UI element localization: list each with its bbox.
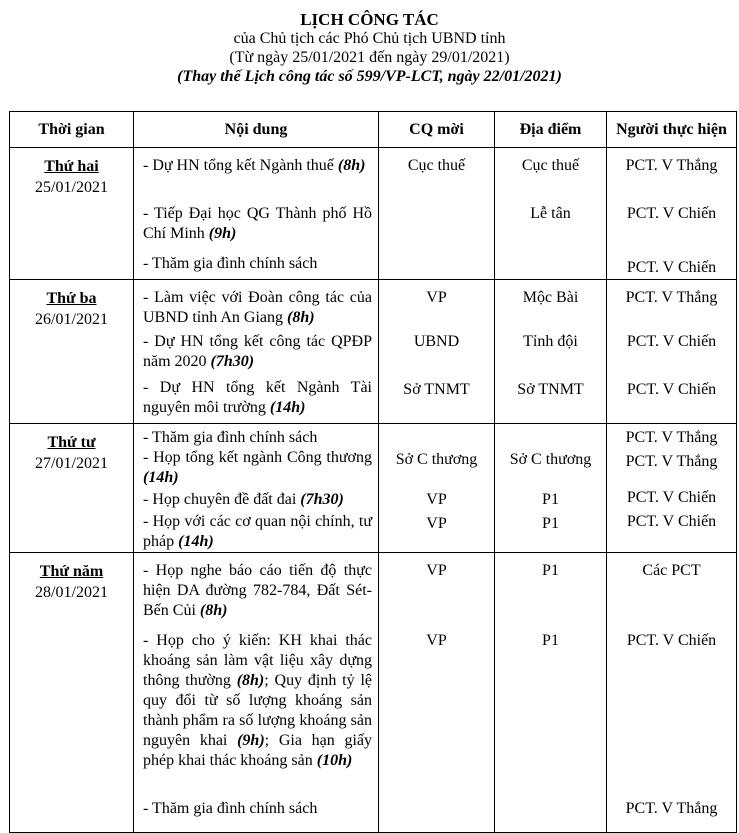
place-cell: Cục thuế Lễ tân — [495, 148, 607, 280]
day-date: 26/01/2021 — [35, 311, 108, 328]
person-cell: PCT. V Thắng PCT. V Thắng PCT. V Chiến PCT. V Chiến — [607, 424, 737, 553]
document-subtitle: của Chủ tịch các Phó Chủ tịch UBND tỉnh — [233, 30, 506, 47]
schedule-item: - Họp cho ý kiến: KH khai thác khoáng sản làm vật liệu xây dựng thông thường (8h); Quy định tỷ lệ quy đổi từ số lượng khoáng sản thành phẩm ra số lượng khoáng sản nguyên khai (9h); Gia hạn giấy phép khai thác khoáng sản (10h) — [143, 632, 372, 769]
day-date: 25/01/2021 — [35, 179, 108, 196]
table-header-row — [10, 112, 737, 148]
day-date: 28/01/2021 — [35, 584, 108, 601]
host-cell: Cục thuế — [379, 148, 495, 280]
day-date: 27/01/2021 — [35, 455, 108, 472]
day-cell — [10, 424, 134, 553]
schedule-item: - Dự HN tổng kết Ngành thuế (8h) — [143, 157, 366, 174]
schedule-item: - Thăm gia đình chính sách — [143, 255, 318, 272]
host-cell: VP UBND Sở TNMT — [379, 280, 495, 424]
schedule-item: - Họp với các cơ quan nội chính, tư pháp (14h) — [143, 513, 372, 550]
day-name: Thứ năm — [39, 563, 104, 580]
schedule-item: - Tiếp Đại học QG Thành phố Hồ Chí Minh (9h) — [143, 205, 372, 242]
column-header-person: Người thực hiện — [607, 112, 737, 148]
person-cell: PCT. V Thắng PCT. V Chiến PCT. V Chiến — [607, 148, 737, 280]
table-row — [10, 148, 737, 280]
schedule-item: - Họp nghe báo cáo tiến độ thực hiện DA đường 782-784, Đất Sét-Bến Củi (8h) — [143, 562, 372, 619]
column-header-content: Nội dung — [134, 112, 379, 148]
table-row — [10, 424, 737, 553]
document-title: LỊCH CÔNG TÁC — [300, 10, 439, 29]
day-name: Thứ hai — [44, 158, 99, 175]
column-header-place: Địa điểm — [495, 112, 607, 148]
host-cell: VP VP — [379, 553, 495, 833]
document-header — [0, 10, 739, 86]
schedule-item: - Dự HN tổng kết Ngành Tài nguyên môi trường (14h) — [143, 379, 372, 416]
schedule-item: - Thăm gia đình chính sách — [143, 429, 318, 446]
schedule-item: - Thăm gia đình chính sách — [143, 800, 318, 817]
day-name: Thứ tư — [47, 434, 96, 451]
column-header-time: Thời gian — [10, 112, 134, 148]
person-cell: PCT. V Thắng PCT. V Chiến PCT. V Chiến — [607, 280, 737, 424]
day-name: Thứ ba — [46, 290, 97, 307]
schedule-item: - Làm việc với Đoàn công tác của UBND tỉnh An Giang (8h) — [143, 289, 372, 326]
content-cell — [134, 280, 379, 424]
table-row — [10, 553, 737, 833]
place-cell: Sở C thương P1 P1 — [495, 424, 607, 553]
place-cell: Mộc Bài Tỉnh đội Sở TNMT — [495, 280, 607, 424]
schedule-table — [9, 111, 737, 833]
day-cell — [10, 553, 134, 833]
content-cell — [134, 553, 379, 833]
schedule-item: - Dự HN tổng kết công tác QPĐP năm 2020 (7h30) — [143, 333, 372, 370]
person-cell: Các PCT PCT. V Chiến PCT. V Thắng — [607, 553, 737, 833]
column-header-host: CQ mời — [379, 112, 495, 148]
content-cell — [134, 148, 379, 280]
date-range: (Từ ngày 25/01/2021 đến ngày 29/01/2021) — [229, 49, 510, 66]
day-cell — [10, 280, 134, 424]
schedule-item: - Họp chuyên đề đất đai (7h30) — [143, 491, 344, 508]
schedule-item: - Họp tổng kết ngành Công thương (14h) — [143, 449, 372, 486]
replacement-note: (Thay thế Lịch công tác số 599/VP-LCT, ngày 22/01/2021) — [177, 68, 562, 85]
content-cell — [134, 424, 379, 553]
day-cell — [10, 148, 134, 280]
place-cell: P1 P1 — [495, 553, 607, 833]
host-cell: Sở C thương VP VP — [379, 424, 495, 553]
table-row — [10, 280, 737, 424]
